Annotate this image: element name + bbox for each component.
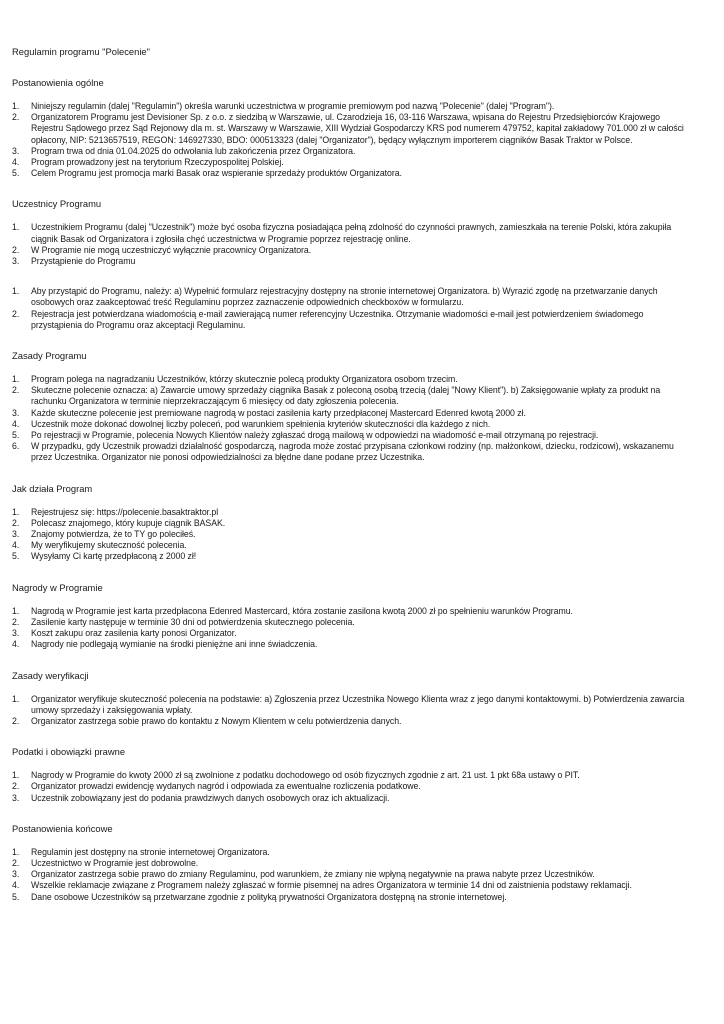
list-item [12, 157, 694, 168]
list-item [12, 385, 694, 407]
list-item [12, 419, 694, 430]
list-item [12, 606, 694, 617]
list-item [12, 639, 694, 650]
section [12, 582, 694, 651]
list-item [12, 551, 694, 562]
list-item-text: Zasilenie karty następuje w terminie 30 dni od potwierdzenia skutecznego polecenia. [31, 616, 355, 627]
list-item [12, 770, 694, 781]
list-item-text: Rejestracja jest potwierdzana wiadomością e-mail zawierającą numer referencyjny Uczestnika. Otrzymanie wiadomości e-mail jest potwierdzeniem świadomego przystąpienia do Programu oraz akceptacji Regulaminu. [31, 308, 644, 330]
list-item [12, 222, 694, 244]
list-item-text: Aby przystąpić do Programu, należy: a) Wypełnić formularz rejestracyjny dostępny na stronie internetowej Organizatora. b) Wyrazić zgodę na przetwarzanie danych osobowych oraz zaakceptować treść Regulaminu poprzez zaznaczenie odpowiednich checkboxów w formularzu. [31, 286, 658, 308]
list-item-number: 2. [12, 385, 20, 396]
numbered-list [12, 507, 694, 563]
list-item-text: Uczestnik zobowiązany jest do podania prawdziwych danych osobowych oraz ich aktualizacji. [31, 792, 390, 803]
list-item-text: Organizator zastrzega sobie prawo do kontaktu z Nowym Klientem w celu potwierdzenia danych. [31, 715, 402, 726]
list-item-number: 3. [12, 256, 20, 267]
list-item-text: Program prowadzony jest na terytorium Rzeczypospolitej Polskiej. [31, 157, 284, 168]
section [12, 483, 694, 563]
list-item-text: Rejestrujesz się: https://polecenie.basaktraktor.pl [31, 506, 219, 517]
document-title: Regulamin programu "Polecenie" [12, 46, 150, 57]
list-item [12, 716, 694, 727]
list-item [12, 540, 694, 551]
list-item [12, 880, 694, 891]
list-item-text: Celem Programu jest promocja marki Basak oraz wspieranie sprzedaży produktów Organizatora. [31, 168, 402, 179]
list-item-text: Organizator prowadzi ewidencję wydanych nagród i odpowiada za ewentualne rozliczenia podatkowe. [31, 781, 421, 792]
list-item-number: 5. [12, 430, 20, 441]
numbered-list [12, 101, 694, 179]
list-item-number: 1. [12, 101, 20, 111]
list-item [12, 146, 694, 157]
list-item-number: 3. [12, 407, 20, 418]
list-item-text: Skuteczne polecenie oznacza: a) Zawarcie umowy sprzedaży ciągnika Basak z poleconą osobą trzecią (dalej "Nowy Klient"). b) Zaksięgowanie wpłaty za produkt na rachunku Organizatora w terminie nieprzekraczającym 6 miesięcy od daty zgłoszenia polecenia. [31, 385, 661, 407]
list-item-number: 5. [12, 551, 20, 562]
list-item-text: W przypadku, gdy Uczestnik prowadzi działalność gospodarczą, nagroda może zostać przypisana członkowi rodziny (np. małżonkowi, dziecku, rodzicowi), wskazanemu przez Uczestnika. Organizator nie ponosi odpowiedzialności za błędne dane podane przez Uczestnika. [31, 441, 674, 463]
list-item-number: 3. [12, 529, 20, 540]
list-item-number: 6. [12, 441, 20, 452]
list-item-text: Dane osobowe Uczestników są przetwarzane zgodnie z polityką prywatności Organizatora dostępną na stronie internetowej. [31, 891, 507, 902]
list-item-number: 1. [12, 605, 20, 616]
numbered-list [12, 606, 694, 651]
list-item [12, 529, 694, 540]
numbered-list [12, 694, 694, 728]
list-item [12, 441, 694, 463]
list-item-number: 2. [12, 857, 20, 868]
list-item-number: 1. [12, 770, 20, 781]
list-item-number: 2. [12, 715, 20, 726]
list-item-text: Wszelkie reklamacje związane z Programem należy zgłaszać w formie pisemnej na adres Organizatora w terminie 14 dni od zaistnienia podstawy reklamacji. [31, 880, 632, 891]
list-item-text: Koszt zakupu oraz zasilenia karty ponosi Organizator. [31, 628, 237, 639]
list-item [12, 430, 694, 441]
list-item [12, 245, 694, 256]
list-item-text: Regulamin jest dostępny na stronie internetowej Organizatora. [31, 846, 270, 857]
list-item-number: 1. [12, 374, 20, 385]
list-item-number: 4. [12, 880, 20, 891]
numbered-list [12, 374, 694, 464]
section-heading: Jak działa Program [12, 482, 93, 494]
list-item-text: Organizator weryfikuje skuteczność polecenia na podstawie: a) Zgłoszenia przez Uczestnika Nowego Klienta wraz z jego danymi kontaktowymi. b) Potwierdzenia zawarcia umowy sprzedaży i zaksięgowania wpłaty. [31, 693, 685, 715]
list-item-number: 3. [12, 792, 20, 803]
numbered-list [12, 222, 694, 267]
list-item-text: Przystąpienie do Programu [31, 256, 136, 267]
list-item-text: Uczestnictwo w Programie jest dobrowolne. [31, 857, 199, 868]
list-item-text: Nagrody nie podlegają wymianie na środki pieniężne ani inne świadczenia. [31, 639, 318, 650]
list-item [12, 286, 694, 308]
list-item [12, 694, 694, 716]
list-item-number: 1. [12, 693, 20, 704]
list-item-number: 1. [12, 846, 20, 857]
list-item [12, 847, 694, 858]
section-heading: Zasady weryfikacji [12, 669, 89, 681]
list-item [12, 781, 694, 792]
list-item [12, 793, 694, 804]
section [12, 670, 694, 728]
list-item-number: 2. [12, 112, 20, 123]
list-item [12, 892, 694, 903]
list-item-text: Polecasz znajomego, który kupuje ciągnik BASAK. [31, 517, 226, 528]
list-item-number: 2. [12, 616, 20, 627]
list-item-text: Organizatorem Programu jest Devisioner Sp. z o.o. z siedzibą w Warszawie, ul. Czarodzieja 16, 03-116 Warszawa, wpisana do Rejestru Przedsiębiorców Krajowego Rejestru Sądowego przez Sąd Rejonowy dla m. st. Warszawy w Warszawie, XIII Wydział Gospodarczy KRS pod numerem 479752, kapitał zakładowy 701.000 zł w całości opłacony, NIP: 5213657519, REGON: 146927330, BDO: 000513323 (dalej "Organizator"), będący wyłącznym importerem ciągników Basak Traktor w Polsce. [31, 112, 684, 145]
list-item-number: 4. [12, 540, 20, 551]
list-item-number: 3. [12, 628, 20, 639]
list-item-text: Program polega na nagradzaniu Uczestników, którzy skutecznie polecą produkty Organizatora osobom trzecim. [31, 374, 458, 385]
list-item-number: 4. [12, 639, 20, 650]
list-item-text: Uczestnikiem Programu (dalej "Uczestnik") może być osoba fizyczna posiadająca pełną zdolność do czynności prawnych, zamieszkała na terenie Polski, która zakupiła ciągnik Basak od Organizatora i zgłosiła chęć uczestnictwa w Programie poprzez rejestrację online. [31, 222, 672, 244]
list-item [12, 869, 694, 880]
list-item [12, 408, 694, 419]
list-item [12, 256, 694, 267]
list-item-number: 5. [12, 891, 20, 902]
list-item-text: Uczestnik może dokonać dowolnej liczby poleceń, pod warunkiem spełnienia kryteriów skuteczności dla każdego z nich. [31, 418, 491, 429]
list-item-text: W Programie nie mogą uczestniczyć wyłącznie pracownicy Organizatora. [31, 244, 312, 255]
section-heading: Postanowienia ogólne [12, 77, 104, 88]
list-item [12, 374, 694, 385]
list-item [12, 168, 694, 179]
list-item [12, 507, 694, 518]
list-item-number: 2. [12, 517, 20, 528]
list-item-text: Nagrody w Programie do kwoty 2000 zł są zwolnione z podatku dochodowego od osób fizycznych zgodnie z art. 21 ust. 1 pkt 68a ustawy o PIT. [31, 770, 580, 781]
list-item-number: 3. [12, 145, 20, 156]
list-item-text: Po rejestracji w Programie, polecenia Nowych Klientów należy zgłaszać drogą mailową w odpowiedzi na wiadomość e-mail otrzymaną po rejestracji. [31, 430, 599, 441]
list-item-text: My weryfikujemy skuteczność polecenia. [31, 540, 187, 551]
section [12, 746, 694, 804]
numbered-list [12, 847, 694, 903]
list-item [12, 617, 694, 628]
list-item [12, 518, 694, 529]
section-heading: Zasady Programu [12, 350, 87, 362]
list-item-text: Każde skuteczne polecenie jest premiowane nagrodą w postaci zasilenia karty przedpłaconej Mastercard Edenred kwotą 2000 zł. [31, 407, 526, 418]
section-heading: Uczestnicy Programu [12, 198, 102, 210]
list-item [12, 101, 694, 112]
document-body [12, 77, 694, 903]
list-item-text: Organizator zastrzega sobie prawo do zmiany Regulaminu, pod warunkiem, że zmiany nie wpłyną negatywnie na prawa nabyte przez Uczestników. [31, 869, 595, 880]
section [12, 77, 694, 179]
section [12, 823, 694, 903]
numbered-list [12, 770, 694, 804]
list-item-number: 1. [12, 286, 20, 297]
list-item-number: 4. [12, 418, 20, 429]
list-item-text: Niniejszy regulamin (dalej "Regulamin") określa warunki uczestnictwa w programie premiowym pod nazwą "Polecenie" (dalej "Program"). [31, 101, 555, 111]
list-item-text: Znajomy potwierdza, że to TY go poleciłeś. [31, 529, 196, 540]
list-item-number: 4. [12, 157, 20, 168]
section [12, 198, 694, 267]
list-item [12, 628, 694, 639]
section-heading: Podatki i obowiązki prawne [12, 746, 126, 758]
list-item-text: Program trwa od dnia 01.04.2025 do odwołania lub zakończenia przez Organizatora. [31, 145, 356, 156]
list-item-number: 2. [12, 244, 20, 255]
section [12, 350, 694, 464]
list-item-text: Nagrodą w Programie jest karta przedpłacona Edenred Mastercard, która zostanie zasilona kwotą 2000 zł po spełnieniu warunków Programu. [31, 605, 573, 616]
list-item-number: 2. [12, 308, 20, 319]
list-item [12, 112, 694, 146]
list-item-number: 1. [12, 506, 20, 517]
list-item [12, 309, 694, 331]
list-item-number: 1. [12, 222, 20, 233]
list-item [12, 858, 694, 869]
numbered-list [12, 286, 694, 331]
section [12, 286, 694, 331]
section-heading: Postanowienia końcowe [12, 822, 113, 834]
section-heading: Nagrody w Programie [12, 581, 103, 593]
list-item-number: 5. [12, 168, 20, 179]
list-item-number: 2. [12, 781, 20, 792]
list-item-text: Wysyłamy Ci kartę przedpłaconą z 2000 zł! [31, 551, 197, 562]
list-item-number: 3. [12, 869, 20, 880]
